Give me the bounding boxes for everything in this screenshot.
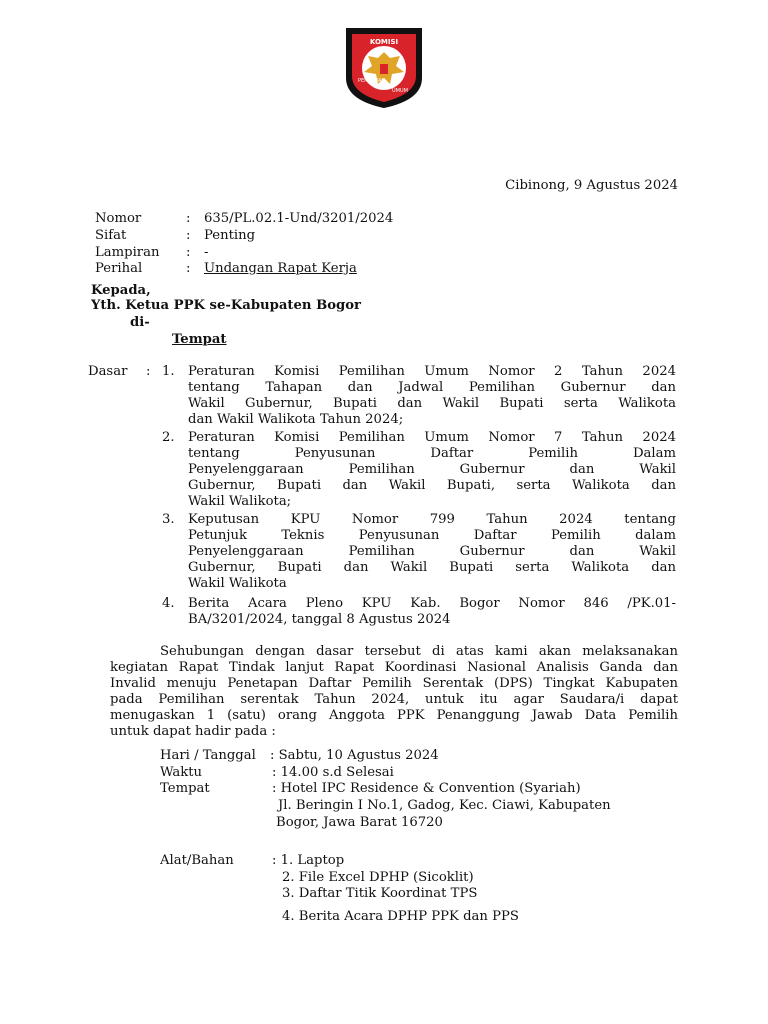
meta-label-lampiran: Lampiran — [95, 245, 160, 260]
meta-value-perihal: Undangan Rapat Kerja — [204, 261, 357, 276]
alat-item: : 1. Laptop — [272, 853, 345, 868]
dasar-item-2-line: tentang Penyusunan Daftar Pemilih Dalam — [188, 446, 676, 461]
svg-text:KOMISI: KOMISI — [369, 38, 399, 46]
meta-label-perihal: Perihal — [95, 261, 143, 276]
dasar-item-1-line: dan Wakil Walikota Tahun 2024; — [188, 412, 404, 427]
dasar-item-2-line: Gubernur, Bupati dan Wakil Bupati, serta Walikota dan — [188, 478, 676, 493]
svg-text:UMUM: UMUM — [392, 88, 408, 94]
letter-date: Cibinong, 9 Agustus 2024 — [505, 178, 678, 193]
addressee-kepada: Kepada, — [91, 283, 151, 298]
body-paragraph-line: Invalid menuju Penetapan Daftar Pemilih Serentak (DPS) Tingkat Kabupaten — [110, 676, 678, 691]
alat-label: Alat/Bahan — [160, 853, 234, 868]
addressee-di: di- — [130, 315, 150, 330]
dasar-item-2-line: Penyelenggaraan Pemilihan Gubernur dan Wakil — [188, 462, 676, 477]
schedule-waktu-value: : 14.00 s.d Selesai — [272, 765, 394, 780]
meta-value-nomor: 635/PL.02.1-Und/3201/2024 — [204, 211, 394, 226]
body-paragraph-line: Sehubungan dengan dasar tersebut di atas kami akan melaksanakan — [160, 644, 678, 659]
dasar-item-2-line: Peraturan Komisi Pemilihan Umum Nomor 7 Tahun 2024 — [188, 430, 676, 445]
schedule-tempat-value: : Hotel IPC Residence & Convention (Syariah) — [272, 781, 581, 796]
kpu-logo — [340, 24, 428, 110]
schedule-hari-label: Hari / Tanggal — [160, 748, 256, 763]
dasar-num-2: 2. — [162, 430, 175, 445]
body-paragraph-line: menugaskan 1 (satu) orang Anggota PPK Penanggung Jawab Data Pemilih — [110, 708, 678, 723]
meta-colon: : — [186, 211, 191, 226]
dasar-item-3-line: Gubernur, Bupati dan Wakil Bupati serta Walikota dan — [188, 560, 676, 575]
meta-value-lampiran: - — [204, 245, 209, 260]
dasar-item-3-line: Penyelenggaraan Pemilihan Gubernur dan Wakil — [188, 544, 676, 559]
dasar-item-3-line: Keputusan KPU Nomor 799 Tahun 2024 tentang — [188, 512, 676, 527]
dasar-item-4-line: BA/3201/2024, tanggal 8 Agustus 2024 — [188, 612, 451, 627]
dasar-item-1-line: Peraturan Komisi Pemilihan Umum Nomor 2 Tahun 2024 — [188, 364, 676, 379]
meta-value-sifat: Penting — [204, 228, 256, 243]
dasar-item-4-line: Berita Acara Pleno KPU Kab. Bogor Nomor 846 /PK.01- — [188, 596, 676, 611]
dasar-label: Dasar — [88, 364, 128, 379]
dasar-num-3: 3. — [162, 512, 175, 527]
dasar-item-3-line: Wakil Walikota — [188, 576, 287, 591]
alat-item: 3. Daftar Titik Koordinat TPS — [282, 886, 478, 901]
schedule-waktu-label: Waktu — [160, 765, 203, 780]
alat-item: 4. Berita Acara DPHP PPK dan PPS — [282, 909, 519, 924]
addressee-tempat: Tempat — [172, 332, 227, 347]
dasar-num-4: 4. — [162, 596, 175, 611]
addressee-recipient: Yth. Ketua PPK se-Kabupaten Bogor — [91, 298, 361, 313]
alat-item: 2. File Excel DPHP (Sicoklit) — [282, 870, 474, 885]
schedule-tempat-address: Bogor, Jawa Barat 16720 — [276, 815, 443, 830]
dasar-item-3-line: Petunjuk Teknis Penyusunan Daftar Pemilih dalam — [188, 528, 676, 543]
dasar-item-1-line: tentang Tahapan dan Jadwal Pemilihan Gubernur dan — [188, 380, 676, 395]
body-paragraph-line: untuk dapat hadir pada : — [110, 724, 276, 739]
schedule-hari-value: : Sabtu, 10 Agustus 2024 — [270, 748, 439, 763]
body-paragraph-line: pada Pemilihan serentak Tahun 2024, untuk itu agar Saudara/i dapat — [110, 692, 678, 707]
meta-label-sifat: Sifat — [95, 228, 127, 243]
dasar-item-2-line: Wakil Walikota; — [188, 494, 292, 509]
svg-text:PEMILIHAN: PEMILIHAN — [358, 78, 386, 84]
meta-label-nomor: Nomor — [95, 211, 142, 226]
dasar-colon: : — [146, 364, 151, 379]
meta-colon: : — [186, 228, 191, 243]
meta-colon: : — [186, 245, 191, 260]
meta-colon: : — [186, 261, 191, 276]
body-paragraph-line: kegiatan Rapat Tindak lanjut Rapat Koordinasi Nasional Analisis Ganda dan — [110, 660, 678, 675]
schedule-tempat-label: Tempat — [160, 781, 210, 796]
dasar-num-1: 1. — [162, 364, 175, 379]
dasar-item-1-line: Wakil Gubernur, Bupati dan Wakil Bupati serta Walikota — [188, 396, 676, 411]
schedule-tempat-address: Jl. Beringin I No.1, Gadog, Kec. Ciawi, Kabupaten — [278, 798, 611, 813]
